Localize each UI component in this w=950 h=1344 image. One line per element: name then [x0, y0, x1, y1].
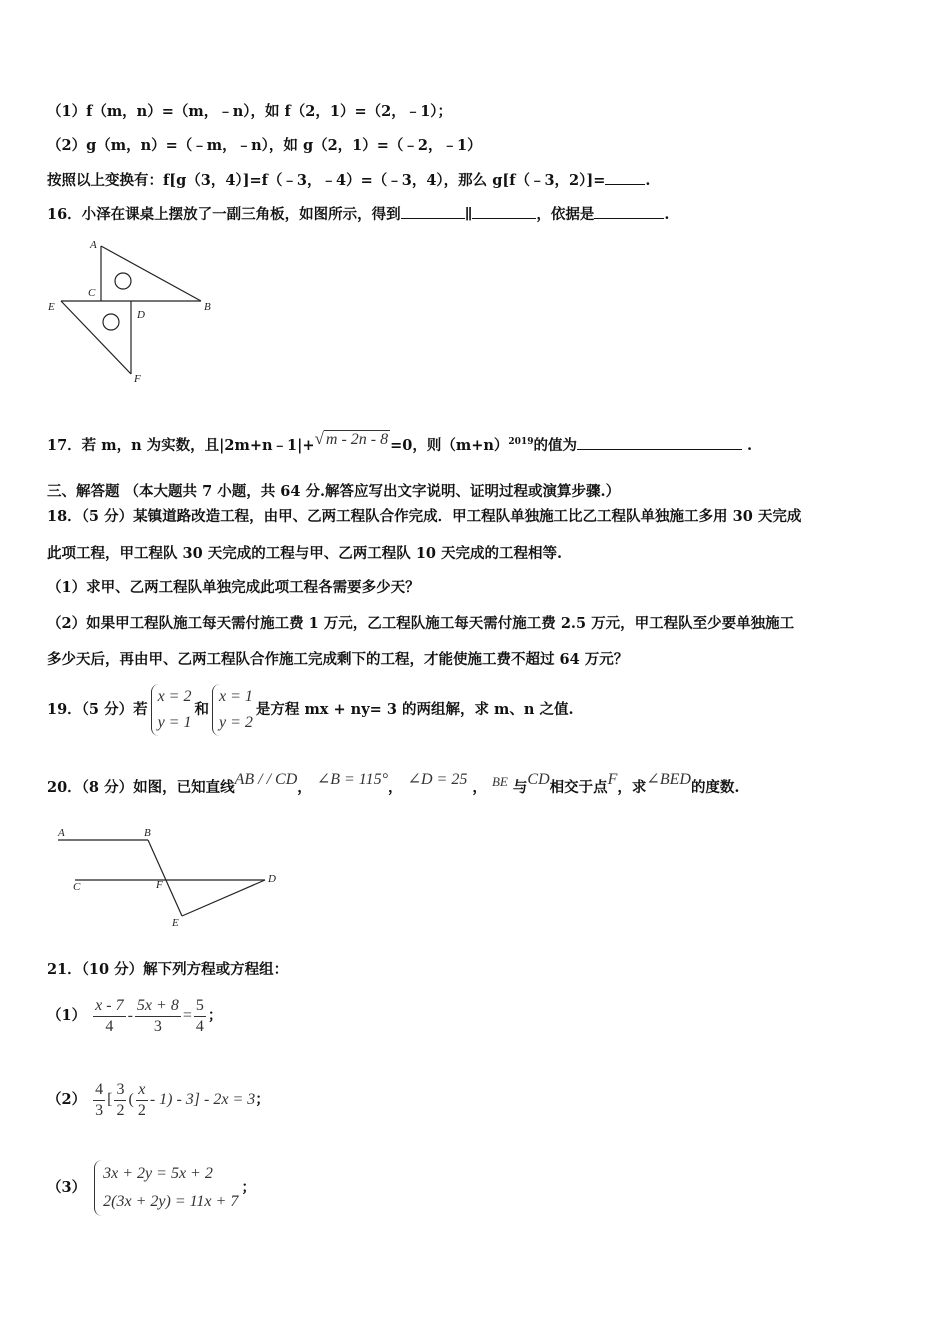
q19-lead: 19．（5 分）若 — [47, 701, 148, 718]
q20-math-f: F — [607, 771, 618, 788]
q18-part2b: 多少天后，再由甲、乙两工程队合作施工完成剩下的工程，才能使施工费不超过 64 万元？ — [47, 651, 629, 668]
q16-label-b: B — [204, 301, 211, 313]
q16-label-d: D — [137, 309, 145, 321]
q20-label-d: D — [268, 873, 276, 885]
q21-e3-system — [94, 1160, 238, 1216]
q21-equation-2 — [47, 1078, 270, 1122]
q17-radical: √ m - 2n - 8 — [314, 428, 389, 448]
q21-e1-end: ； — [207, 1007, 223, 1024]
q21-e2-label: （2） — [47, 1091, 87, 1108]
q16-label-e: E — [48, 301, 55, 313]
q21-e2-bracket: [ — [107, 1091, 113, 1108]
q21-e3-end: ； — [241, 1179, 256, 1196]
q15-question — [47, 170, 650, 191]
q15-end: . — [645, 172, 651, 189]
q21-e1-den-3: 4 — [195, 1017, 204, 1035]
q20-word-find: ，求 — [617, 779, 647, 796]
q15-rule1: （1）f（m，n）=（m，﹣n），如 f（2，1）=（2，﹣1）； — [47, 103, 453, 120]
q19-question — [47, 682, 574, 738]
q16-text: 16．小泽在课桌上摆放了一副三角板，如图所示，得到 — [47, 206, 401, 223]
q21-e2-num-3: x — [136, 1080, 148, 1101]
q16-blank-2[interactable] — [472, 204, 536, 219]
q16-label-c: C — [88, 287, 96, 299]
q19-sys2-line1: x = 1 — [218, 688, 253, 705]
q20-label-e: E — [172, 917, 179, 929]
q16-mid: ，依据是 — [536, 206, 595, 223]
q21-e2-den-3: 2 — [137, 1101, 146, 1119]
q21-lead: 21．（10 分）解下列方程或方程组： — [47, 961, 289, 978]
q18-line1: 18．（5 分）某镇道路改造工程，由甲、乙两工程队合作完成．甲工程队单独施工比乙工程队单独施工多用 30 天完成 — [47, 508, 802, 525]
q21-e1-minus: - — [127, 1007, 133, 1024]
q20-math-cd: CD — [527, 771, 550, 788]
q17-answer-blank[interactable] — [577, 435, 742, 450]
q21-e1-frac-1 — [93, 996, 125, 1037]
q21-e2-num-2: 3 — [114, 1080, 126, 1101]
q21-e1-frac-3 — [194, 996, 206, 1037]
q16-question — [47, 204, 669, 225]
q21-e2-frac-1 — [93, 1080, 105, 1121]
q20-math-angle-b: ∠B = 115° — [316, 771, 388, 788]
q19-sys1-line2: y = 1 — [157, 714, 192, 731]
q16-label-a: A — [90, 239, 97, 251]
q20-sep-2: ， — [388, 779, 403, 796]
q20-math-be: BE — [491, 774, 508, 789]
q17-tail: 的值为 — [533, 436, 577, 454]
q21-e2-den-2: 2 — [116, 1101, 125, 1119]
q20-math-angle-bed: ∠BED — [646, 771, 691, 788]
q20-label-b: B — [144, 827, 151, 839]
q21-e2-frac-2 — [114, 1080, 126, 1121]
q20-word-intersect: 相交于点 — [549, 779, 608, 796]
q17-end: . — [747, 436, 753, 454]
q16-blank-1[interactable] — [401, 204, 465, 219]
q19-and: 和 — [194, 701, 209, 718]
q16-parallel: ∥ — [464, 206, 473, 223]
q21-e2-den-1: 3 — [95, 1101, 104, 1119]
q18-part1: （1）求甲、乙两工程队单独完成此项工程各需要多少天？ — [47, 579, 420, 596]
section-3-heading: 三、解答题 （本大题共 7 小题，共 64 分.解答应写出文字说明、证明过程或演算步骤.） — [47, 483, 621, 500]
q20-word-with: 与 — [512, 779, 528, 796]
q20-sep-3: ， — [472, 779, 487, 796]
q16-label-f: F — [134, 373, 141, 385]
q19-tail: 是方程 mx + ny= 3 的两组解，求 m、n 之值. — [255, 701, 574, 718]
q18-part2a: （2）如果甲工程队施工每天需付施工费 1 万元，乙工程队施工每天需付施工费 2.5 万元，甲工程队至少要单独施工 — [47, 615, 795, 632]
q20-word-degree: 的度数. — [690, 779, 740, 796]
q19-sys1-line1: x = 2 — [157, 688, 192, 705]
q19-sys2-line2: y = 2 — [218, 714, 253, 731]
q18-line2: 此项工程，甲工程队 30 天完成的工程与甲、乙两工程队 10 天完成的工程相等. — [47, 545, 563, 562]
q15-question-text: 按照以上变换有：f[g（3，4）]=f（﹣3，﹣4）=（﹣3，4），那么 g[f（﹣3，2）]= — [47, 172, 606, 189]
q20-label-f: F — [156, 879, 163, 891]
q17-text: 17．若 m，n 为实数，且|2m+n﹣1|+ — [47, 436, 315, 454]
q17-question — [47, 428, 753, 456]
q21-e1-num-2: 5x + 8 — [135, 996, 181, 1017]
q21-e2-end: ； — [255, 1091, 270, 1108]
q20-label-a: A — [58, 827, 65, 839]
q21-equation-1 — [47, 994, 222, 1038]
q20-label-c: C — [73, 881, 81, 893]
q21-e3-label: （3） — [47, 1179, 87, 1196]
q21-e1-label: （1） — [47, 1007, 87, 1024]
q16-triangle-figure — [44, 236, 224, 386]
q20-math-parallel: AB / / CD — [234, 771, 298, 788]
q21-e1-num-1: x - 7 — [93, 996, 125, 1017]
q20-question — [47, 771, 740, 798]
q20-math-angle-d: ∠D = 25 — [407, 771, 468, 788]
q15-rule2: （2）g（m，n）=（﹣m，﹣n），如 g（2，1）=（﹣2，﹣1） — [47, 137, 482, 154]
q17-after: =0，则（m+n） — [390, 436, 509, 454]
q21-e1-num-3: 5 — [194, 996, 206, 1017]
q20-parallel-lines-figure — [50, 822, 290, 932]
q21-e3-line1: 3x + 2y = 5x + 2 — [103, 1165, 213, 1182]
q15-answer-blank[interactable] — [605, 170, 645, 185]
q21-e2-frac-3 — [136, 1080, 148, 1121]
q21-equation-3 — [47, 1158, 256, 1218]
q16-blank-3[interactable] — [594, 204, 664, 219]
q21-e2-paren: ( — [128, 1091, 134, 1108]
q20-lead: 20．（8 分）如图，已知直线 — [47, 779, 235, 796]
q21-e1-equals: = — [182, 1007, 192, 1024]
q21-e1-frac-2 — [135, 996, 181, 1037]
q21-e1-den-2: 3 — [153, 1017, 162, 1035]
q21-e1-den-1: 4 — [105, 1017, 114, 1035]
q17-exponent: 2019 — [508, 437, 534, 447]
q21-e2-rest: - 1) - 3] - 2x = 3 — [149, 1091, 256, 1108]
q16-end: . — [664, 206, 670, 223]
q20-sep-1: ， — [297, 779, 312, 796]
q19-system-2 — [212, 684, 253, 736]
q21-e3-line2: 2(3x + 2y) = 11x + 7 — [103, 1193, 239, 1210]
q21-e2-num-1: 4 — [93, 1080, 105, 1101]
q17-radicand: m - 2n - 8 — [325, 430, 389, 448]
q19-system-1 — [151, 684, 192, 736]
